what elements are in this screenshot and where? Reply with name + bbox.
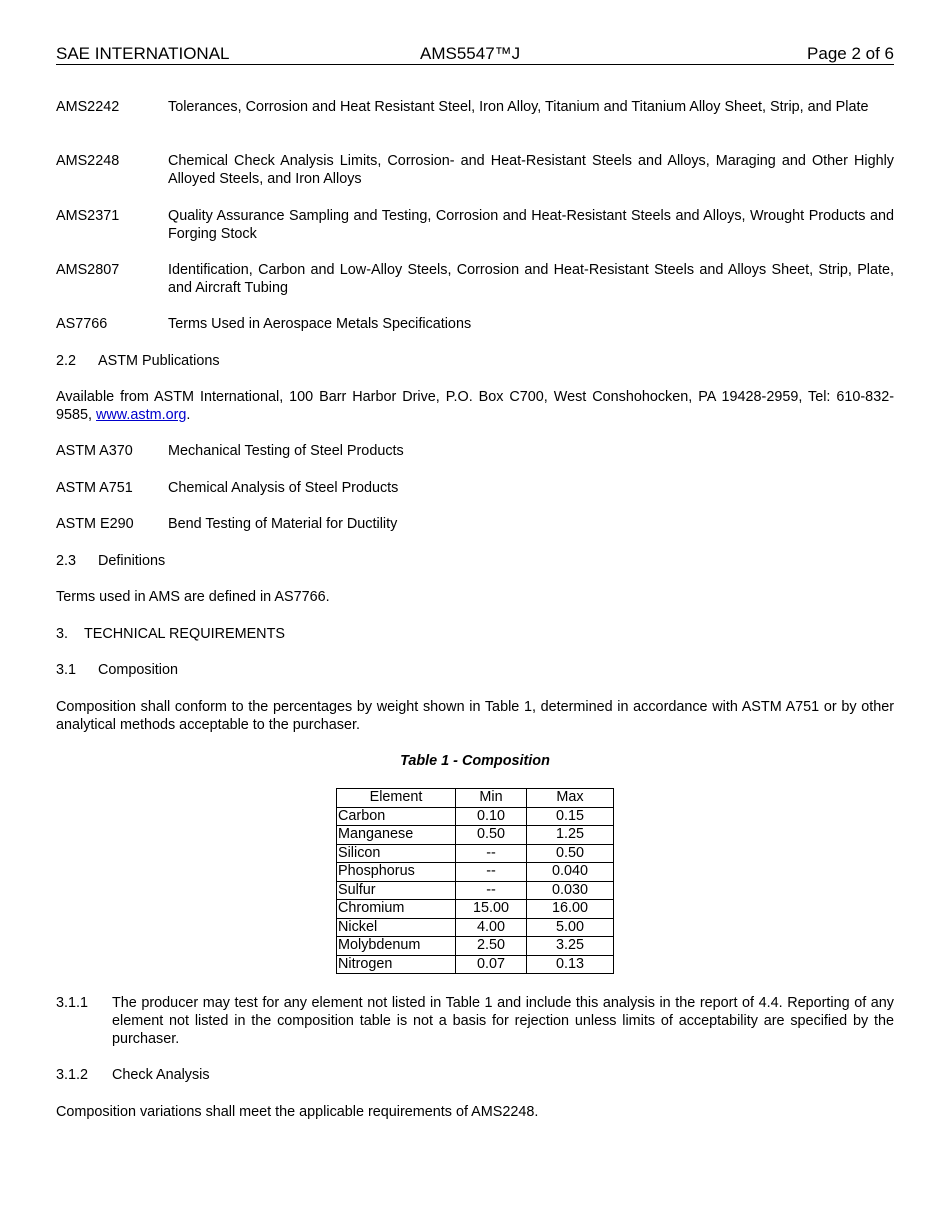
availability-text: Available from ASTM International, 100 Barr Harbor Drive, P.O. Box C700, West Conshohocken, PA 19428-2959, Tel: 610-832-9585, bbox=[56, 389, 894, 423]
reference-code: ASTM A751 bbox=[56, 480, 133, 496]
min-cell: -- bbox=[456, 881, 527, 900]
reference-code: AMS2248 bbox=[56, 153, 120, 169]
element-cell: Sulfur bbox=[337, 881, 456, 900]
section-number: 3.1.2 bbox=[56, 1067, 89, 1083]
header-page-number: Page 2 of 6 bbox=[807, 44, 894, 63]
min-cell: 4.00 bbox=[456, 918, 527, 937]
reference-item bbox=[56, 442, 894, 460]
element-cell: Nitrogen bbox=[337, 955, 456, 974]
table-caption: Table 1 - Composition bbox=[400, 753, 550, 769]
min-cell: 0.10 bbox=[456, 807, 527, 826]
table-header-row bbox=[337, 789, 614, 808]
section-number: 2.2 bbox=[56, 353, 77, 369]
column-header-min: Min bbox=[456, 789, 527, 808]
availability-tail: . bbox=[186, 407, 191, 423]
max-cell: 16.00 bbox=[527, 900, 614, 919]
section-heading-3-1-2 bbox=[56, 1066, 894, 1084]
reference-title: Terms Used in Aerospace Metals Specifications bbox=[168, 316, 472, 332]
reference-item bbox=[56, 207, 894, 243]
table-row bbox=[337, 937, 614, 956]
max-cell: 0.13 bbox=[527, 955, 614, 974]
astm-website-link[interactable]: www.astm.org bbox=[96, 407, 187, 423]
table-row bbox=[337, 955, 614, 974]
reference-item bbox=[56, 98, 894, 116]
max-cell: 0.030 bbox=[527, 881, 614, 900]
reference-item bbox=[56, 315, 894, 333]
max-cell: 0.040 bbox=[527, 863, 614, 882]
table-row bbox=[337, 900, 614, 919]
composition-paragraph: Composition shall conform to the percentages by weight shown in Table 1, determined in accordance with ASTM A751 or by other analytical methods acceptable to the purchaser. bbox=[56, 699, 894, 733]
max-cell: 1.25 bbox=[527, 826, 614, 845]
max-cell: 5.00 bbox=[527, 918, 614, 937]
reference-item bbox=[56, 152, 894, 188]
max-cell: 0.15 bbox=[527, 807, 614, 826]
reference-title: Quality Assurance Sampling and Testing, Corrosion and Heat-Resistant Steels and Alloys, Wrought Products and Forging Stock bbox=[168, 208, 894, 242]
section-heading-2-2 bbox=[56, 352, 894, 370]
table-row bbox=[337, 881, 614, 900]
reference-title: Mechanical Testing of Steel Products bbox=[168, 443, 404, 459]
reference-code: AMS2807 bbox=[56, 262, 120, 278]
column-header-max: Max bbox=[527, 789, 614, 808]
element-cell: Nickel bbox=[337, 918, 456, 937]
reference-title: Tolerances, Corrosion and Heat Resistant Steel, Iron Alloy, Titanium and Titanium Alloy Sheet, Strip, and Plate bbox=[168, 99, 869, 115]
min-cell: 0.50 bbox=[456, 826, 527, 845]
reference-title: Bend Testing of Material for Ductility bbox=[168, 516, 398, 532]
section-text: The producer may test for any element not listed in Table 1 and include this analysis in the report of 4.4. Reporting of any element not listed in the composition table is not a basis for rejection unless limits of acceptability are specified by the purchaser. bbox=[112, 995, 894, 1047]
section-number: 2.3 bbox=[56, 553, 77, 569]
section-heading-2-3 bbox=[56, 552, 894, 570]
element-cell: Manganese bbox=[337, 826, 456, 845]
reference-title: Chemical Check Analysis Limits, Corrosion- and Heat-Resistant Steels and Alloys, Maraging and Other Highly Alloyed Steels, and Iron Alloys bbox=[168, 153, 894, 187]
min-cell: 2.50 bbox=[456, 937, 527, 956]
table-row bbox=[337, 844, 614, 863]
section-title: Composition bbox=[98, 662, 178, 678]
section-heading-3 bbox=[56, 625, 894, 643]
element-cell: Molybdenum bbox=[337, 937, 456, 956]
section-title: ASTM Publications bbox=[98, 353, 220, 369]
header-org: SAE INTERNATIONAL bbox=[56, 44, 230, 63]
reference-code: AMS2371 bbox=[56, 208, 120, 224]
reference-item bbox=[56, 515, 894, 533]
reference-code: AMS2242 bbox=[56, 99, 120, 115]
column-header-element: Element bbox=[337, 789, 456, 808]
composition-table bbox=[336, 788, 614, 974]
table-row bbox=[337, 826, 614, 845]
min-cell: 0.07 bbox=[456, 955, 527, 974]
min-cell: -- bbox=[456, 863, 527, 882]
section-number: 3.1.1 bbox=[56, 995, 89, 1011]
reference-title: Chemical Analysis of Steel Products bbox=[168, 480, 399, 496]
section-heading-3-1 bbox=[56, 661, 894, 679]
section-title: Check Analysis bbox=[112, 1067, 210, 1083]
element-cell: Carbon bbox=[337, 807, 456, 826]
reference-code: AS7766 bbox=[56, 316, 108, 332]
section-number: 3. bbox=[56, 626, 69, 642]
reference-title: Identification, Carbon and Low-Alloy Steels, Corrosion and Heat-Resistant Steels and Alloys Sheet, Strip, Plate, and Aircraft Tubing bbox=[168, 262, 894, 296]
element-cell: Chromium bbox=[337, 900, 456, 919]
min-cell: -- bbox=[456, 844, 527, 863]
page-header bbox=[56, 44, 894, 65]
section-number: 3.1 bbox=[56, 662, 77, 678]
reference-code: ASTM E290 bbox=[56, 516, 134, 532]
section-title: TECHNICAL REQUIREMENTS bbox=[84, 626, 285, 642]
table-row bbox=[337, 918, 614, 937]
reference-item bbox=[56, 479, 894, 497]
definitions-paragraph: Terms used in AMS are defined in AS7766. bbox=[56, 589, 330, 605]
max-cell: 0.50 bbox=[527, 844, 614, 863]
reference-item bbox=[56, 261, 894, 297]
max-cell: 3.25 bbox=[527, 937, 614, 956]
header-doc-id: AMS5547™J bbox=[420, 44, 521, 63]
section-title: Definitions bbox=[98, 553, 166, 569]
element-cell: Phosphorus bbox=[337, 863, 456, 882]
min-cell: 15.00 bbox=[456, 900, 527, 919]
section-3-1-1 bbox=[56, 994, 894, 1048]
astm-availability-paragraph bbox=[56, 388, 894, 424]
reference-code: ASTM A370 bbox=[56, 443, 133, 459]
table-row bbox=[337, 807, 614, 826]
element-cell: Silicon bbox=[337, 844, 456, 863]
table-row bbox=[337, 863, 614, 882]
check-analysis-paragraph: Composition variations shall meet the applicable requirements of AMS2248. bbox=[56, 1104, 539, 1120]
